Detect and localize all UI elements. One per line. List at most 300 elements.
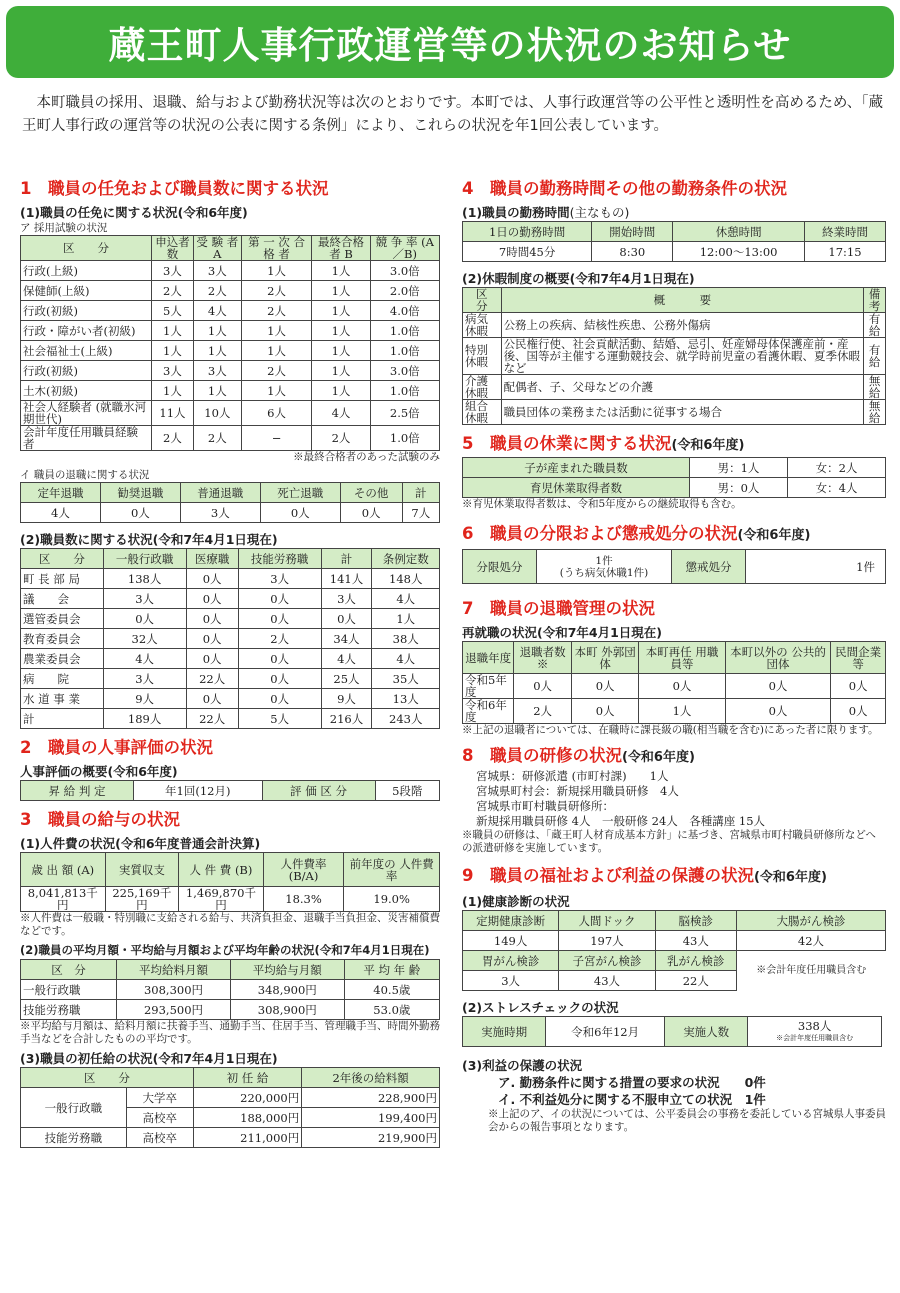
reemploy-note: ※上記の退職者については、在職時に課長級の職(相当職を含む)にあった者に限ります。 xyxy=(462,724,879,736)
s4-sub1-note: (主なもの) xyxy=(569,205,630,220)
exam-cell: 6人 xyxy=(241,401,312,426)
table-row xyxy=(463,674,886,699)
init-cell: 228,900円 xyxy=(302,1088,440,1108)
avg-table xyxy=(20,959,440,1020)
s3-sub3: (3)職員の初任給の状況(令和7年4月1日現在) xyxy=(20,1051,278,1066)
exam-cell: 1人 xyxy=(151,381,193,401)
reemploy-header: 民間企業等 xyxy=(831,642,886,674)
init-cell: 一般行政職 xyxy=(21,1088,127,1128)
s3-sub2: (2)職員の平均月額・平均給与月額および平均年齢の状況(令和7年4月1日現在) xyxy=(20,943,430,957)
cost-cell: 19.0% xyxy=(344,887,440,912)
exam-header: 区 分 xyxy=(21,236,152,261)
staff-cell: 22人 xyxy=(186,669,238,689)
exam-cell: 2人 xyxy=(241,281,312,301)
staff-cell: 選管委員会 xyxy=(21,609,104,629)
eval-cell: 5段階 xyxy=(375,781,439,801)
disc-cell: (うち病気休職1件) xyxy=(559,566,649,579)
staff-cell: 2人 xyxy=(238,629,321,649)
health-cell: 43人 xyxy=(559,971,655,991)
exam-cell: 1人 xyxy=(312,301,370,321)
table-row xyxy=(463,375,886,400)
disc-cell: 分限処分 xyxy=(463,550,537,584)
hours-header: 1日の勤務時間 xyxy=(463,222,592,242)
retire-header: その他 xyxy=(340,483,402,503)
leave-header: 区 分 xyxy=(463,288,502,313)
table-row xyxy=(21,589,440,609)
hours-cell: 7時間45分 xyxy=(463,242,592,262)
staff-cell: 計 xyxy=(21,709,104,729)
reemploy-header: 本町再任 用職員等 xyxy=(639,642,725,674)
staff-cell: 32人 xyxy=(103,629,186,649)
init-header: 区 分 xyxy=(21,1068,194,1088)
staff-cell: 農業委員会 xyxy=(21,649,104,669)
s9-sub1: (1)健康診断の状況 xyxy=(462,894,570,909)
cost-header: 人件費率 (B/A) xyxy=(263,853,344,887)
health-header: 定期健康診断 xyxy=(463,911,559,931)
table-row xyxy=(21,401,440,426)
exam-cell: 1人 xyxy=(312,321,370,341)
retire-cell: 4人 xyxy=(21,503,101,523)
s7-sub: 再就職の状況(令和7年4月1日現在) xyxy=(462,625,663,640)
reemploy-cell: 0人 xyxy=(572,674,639,699)
exam-header: 最終合格者 B xyxy=(312,236,370,261)
table-row xyxy=(21,341,440,361)
staff-cell: 4人 xyxy=(372,589,440,609)
section-2-title: 2 職員の人事評価の状況 xyxy=(20,738,213,757)
eval-cell: 評 価 区 分 xyxy=(262,781,375,801)
init-cell: 220,000円 xyxy=(193,1088,302,1108)
training-line: 宮城県町村会：新規採用職員研修 4人 xyxy=(476,784,679,798)
training-line: 宮城県：研修派遣 (市町村課) 1人 xyxy=(476,769,669,783)
exam-cell: 4人 xyxy=(194,301,242,321)
section-5-sub: (令和6年度) xyxy=(671,438,745,453)
table-row xyxy=(463,699,886,724)
protect-note: ※上記のア、イの状況については、公平委員会の事務を委託している宮城県人事委員会からの報告事項となります。 xyxy=(488,1108,886,1133)
table-row xyxy=(463,313,886,338)
reemploy-cell: 1人 xyxy=(639,699,725,724)
health-header: 脳検診 xyxy=(655,911,736,931)
staff-cell: 0人 xyxy=(186,689,238,709)
exam-cell: 会計年度任用職員経験者 xyxy=(21,426,152,451)
leave-cell: 病気休暇 xyxy=(463,313,502,338)
staff-cell: 4人 xyxy=(103,649,186,669)
health-cell: 3人 xyxy=(463,971,559,991)
childcare-cell: 子が産まれた職員数 xyxy=(463,458,690,478)
reemploy-cell: 令和5年度 xyxy=(463,674,514,699)
exam-cell: 3.0倍 xyxy=(370,361,439,381)
leave-cell: 職員団体の業務または活動に従事する場合 xyxy=(501,400,864,425)
leave-header: 概 要 xyxy=(501,288,864,313)
leave-cell: 有給 xyxy=(864,313,886,338)
cost-note: ※人件費は一般職・特別職に支給される給与、共済負担金、退職手当負担金、災害補償費などです。 xyxy=(20,912,440,937)
avg-cell: 40.5歳 xyxy=(344,980,439,1000)
exam-cell: 1人 xyxy=(312,341,370,361)
exam-cell: 保健師(上級) xyxy=(21,281,152,301)
staff-table xyxy=(20,548,440,729)
retire-cell: 0人 xyxy=(340,503,402,523)
avg-cell: 308,300円 xyxy=(117,980,231,1000)
staff-cell: 25人 xyxy=(321,669,372,689)
avg-header: 区 分 xyxy=(21,960,117,980)
exam-header: 競 争 率 (A／B) xyxy=(370,236,439,261)
exam-cell: 3.0倍 xyxy=(370,261,439,281)
table-row xyxy=(21,569,440,589)
s1-sub2: (2)職員数に関する状況(令和7年4月1日現在) xyxy=(20,532,278,547)
cost-header: 前年度の 人件費率 xyxy=(344,853,440,887)
staff-cell: 4人 xyxy=(372,649,440,669)
exam-cell: 1人 xyxy=(312,361,370,381)
staff-cell: 町 長 部 局 xyxy=(21,569,104,589)
stress-table xyxy=(462,1016,882,1047)
exam-cell: 1.0倍 xyxy=(370,381,439,401)
intro-text: 本町職員の採用、退職、給与および勤務状況等は次のとおりです。本町では、人事行政運営等の公平性と透明性を高めるため、「蔵王町人事行政の運営等の状況の公表に関する条例」により、これらの状況を年1回公表しています。 xyxy=(22,95,884,134)
s2-sub: 人事評価の概要(令和6年度) xyxy=(20,764,178,779)
stress-note: ※会計年度任用職員含む xyxy=(776,1033,854,1042)
hours-header: 終業時間 xyxy=(804,222,885,242)
staff-cell: 0人 xyxy=(186,589,238,609)
retire-header: 勧奨退職 xyxy=(100,483,180,503)
retire-header: 計 xyxy=(402,483,439,503)
exam-cell: 4人 xyxy=(312,401,370,426)
leave-cell: 介護休暇 xyxy=(463,375,502,400)
leave-cell: 無給 xyxy=(864,375,886,400)
staff-cell: 243人 xyxy=(372,709,440,729)
cost-table xyxy=(20,852,440,912)
section-8-title: 8 職員の研修の状況 xyxy=(462,746,622,765)
avg-cell: 348,900円 xyxy=(230,980,344,1000)
right-column xyxy=(462,170,886,1134)
health-note: ※会計年度任用職員含む xyxy=(756,964,867,976)
retire-header: 普通退職 xyxy=(180,483,260,503)
exam-cell: 1人 xyxy=(312,381,370,401)
exam-cell: 社会福祉士(上級) xyxy=(21,341,152,361)
retire-cell: 3人 xyxy=(180,503,260,523)
hours-header: 休憩時間 xyxy=(673,222,805,242)
staff-cell: 0人 xyxy=(186,609,238,629)
section-1-title: 1 職員の任免および職員数に関する状況 xyxy=(20,179,329,198)
section-9-sub: (令和6年度) xyxy=(753,870,827,885)
table-row xyxy=(21,609,440,629)
exam-cell: 行政(上級) xyxy=(21,261,152,281)
exam-cell: 1人 xyxy=(194,341,242,361)
health-cell: 42人 xyxy=(736,931,885,951)
staff-header: 区 分 xyxy=(21,549,104,569)
childcare-table xyxy=(462,457,886,498)
staff-header: 技能労務職 xyxy=(238,549,321,569)
avg-header: 平均給与月額 xyxy=(230,960,344,980)
health-cell: 149人 xyxy=(463,931,559,951)
staff-header: 一般行政職 xyxy=(103,549,186,569)
retire-cell: 0人 xyxy=(100,503,180,523)
s3-sub1: (1)人件費の状況(令和6年度普通会計決算) xyxy=(20,836,261,851)
exam-cell: 1人 xyxy=(194,381,242,401)
cost-header: 歳 出 額 (A) xyxy=(21,853,106,887)
exam-cell: 2人 xyxy=(194,281,242,301)
table-row xyxy=(21,980,440,1000)
retire-header: 死亡退職 xyxy=(260,483,340,503)
exam-cell: 社会人経験者 (就職氷河期世代) xyxy=(21,401,152,426)
staff-cell: 水 道 事 業 xyxy=(21,689,104,709)
init-header: 初 任 給 xyxy=(193,1068,302,1088)
exam-cell: 1人 xyxy=(312,281,370,301)
left-column xyxy=(20,170,440,1148)
s1-a-label: ア 採用試験の状況 xyxy=(20,222,108,234)
childcare-cell: 男：1人 xyxy=(690,458,788,478)
stress-cell: 338人 xyxy=(797,1018,832,1033)
reemploy-cell: 0人 xyxy=(639,674,725,699)
table-row xyxy=(463,478,886,498)
hours-cell: 12:00～13:00 xyxy=(673,242,805,262)
init-cell: 219,900円 xyxy=(302,1128,440,1148)
init-cell: 技能労務職 xyxy=(21,1128,127,1148)
reemploy-cell: 0人 xyxy=(831,699,886,724)
childcare-cell: 女：4人 xyxy=(788,478,886,498)
exam-cell: 土木(初級) xyxy=(21,381,152,401)
health-table xyxy=(462,910,886,991)
exam-cell: 2人 xyxy=(312,426,370,451)
health-header: 大腸がん検診 xyxy=(736,911,885,931)
exam-cell: 2人 xyxy=(151,281,193,301)
exam-cell: 1人 xyxy=(312,261,370,281)
avg-cell: 293,500円 xyxy=(117,1000,231,1020)
exam-cell: 1人 xyxy=(151,321,193,341)
leave-cell: 有給 xyxy=(864,338,886,375)
staff-cell: 病 院 xyxy=(21,669,104,689)
childcare-note: ※育児休業取得者数は、令和5年度からの継続取得も含む。 xyxy=(462,498,742,510)
exam-cell: 1.0倍 xyxy=(370,426,439,451)
staff-cell: 3人 xyxy=(238,569,321,589)
cost-header: 実質収支 xyxy=(105,853,179,887)
reemploy-cell: 0人 xyxy=(514,674,572,699)
exam-header: 第 一 次 合 格 者 xyxy=(241,236,312,261)
hours-header: 開始時間 xyxy=(592,222,673,242)
table-row xyxy=(21,1000,440,1020)
page-title: 蔵王町人事行政運営等の状況のお知らせ xyxy=(6,6,894,78)
childcare-cell: 女：2人 xyxy=(788,458,886,478)
staff-cell: 5人 xyxy=(238,709,321,729)
table-row xyxy=(21,629,440,649)
cost-cell: 18.3% xyxy=(263,887,344,912)
table-row xyxy=(21,669,440,689)
table-row xyxy=(463,458,886,478)
table-row xyxy=(21,381,440,401)
table-row xyxy=(21,426,440,451)
exam-cell: 2人 xyxy=(241,301,312,321)
avg-cell: 308,900円 xyxy=(230,1000,344,1020)
cost-cell: 8,041,813千円 xyxy=(21,887,106,912)
init-header: 2年後の給料額 xyxy=(302,1068,440,1088)
table-row xyxy=(21,709,440,729)
staff-cell: 0人 xyxy=(238,689,321,709)
cost-cell: 1,469,870千円 xyxy=(179,887,264,912)
childcare-cell: 育児休業取得者数 xyxy=(463,478,690,498)
table-row xyxy=(21,321,440,341)
reemploy-cell: 2人 xyxy=(514,699,572,724)
table-row xyxy=(463,400,886,425)
staff-cell: 0人 xyxy=(186,569,238,589)
leave-cell: 配偶者、子、父母などの介護 xyxy=(501,375,864,400)
reemploy-header: 退職者数 ※ xyxy=(514,642,572,674)
init-cell: 199,400円 xyxy=(302,1108,440,1128)
exam-cell: 1人 xyxy=(241,321,312,341)
leave-table xyxy=(462,287,886,425)
table-row xyxy=(21,301,440,321)
exam-header-row xyxy=(21,236,440,261)
section-4-title: 4 職員の勤務時間その他の勤務条件の状況 xyxy=(462,179,787,198)
exam-cell: 3人 xyxy=(151,261,193,281)
staff-cell: 38人 xyxy=(372,629,440,649)
init-table xyxy=(20,1067,440,1148)
cost-cell: 225,169千円 xyxy=(105,887,179,912)
exam-cell: 行政(初級) xyxy=(21,361,152,381)
eval-cell: 年1回(12月) xyxy=(134,781,262,801)
staff-cell: 35人 xyxy=(372,669,440,689)
exam-table xyxy=(20,235,440,451)
staff-cell: 1人 xyxy=(372,609,440,629)
avg-cell: 53.0歳 xyxy=(344,1000,439,1020)
exam-cell: 3人 xyxy=(194,361,242,381)
leave-cell: 特別休暇 xyxy=(463,338,502,375)
exam-cell: 4.0倍 xyxy=(370,301,439,321)
exam-cell: − xyxy=(241,426,312,451)
staff-cell: 189人 xyxy=(103,709,186,729)
health-cell: 197人 xyxy=(559,931,655,951)
training-line: 宮城県市町村職員研修所： xyxy=(476,799,614,813)
exam-cell: 1人 xyxy=(151,341,193,361)
s1-sub1: (1)職員の任免に関する状況(令和6年度) xyxy=(20,205,248,220)
reemploy-cell: 0人 xyxy=(725,674,831,699)
exam-cell: 2人 xyxy=(151,426,193,451)
exam-cell: 1人 xyxy=(241,341,312,361)
exam-cell: 2.5倍 xyxy=(370,401,439,426)
reemploy-cell: 0人 xyxy=(831,674,886,699)
disc-cell: 懲戒処分 xyxy=(672,550,746,584)
retire-table xyxy=(20,482,440,523)
exam-cell: 1.0倍 xyxy=(370,321,439,341)
exam-cell: 1.0倍 xyxy=(370,341,439,361)
staff-cell: 9人 xyxy=(321,689,372,709)
staff-cell: 0人 xyxy=(186,649,238,669)
staff-cell: 148人 xyxy=(372,569,440,589)
table-row xyxy=(463,338,886,375)
leave-cell: 無給 xyxy=(864,400,886,425)
staff-cell: 9人 xyxy=(103,689,186,709)
exam-cell: 1人 xyxy=(194,321,242,341)
reemploy-header: 退職年度 xyxy=(463,642,514,674)
disc-cell: 1件 xyxy=(595,554,613,567)
exam-cell: 1人 xyxy=(241,381,312,401)
stress-cell: 実施時期 xyxy=(463,1017,546,1047)
section-7-title: 7 職員の退職管理の状況 xyxy=(462,599,655,618)
exam-cell: 5人 xyxy=(151,301,193,321)
leave-header: 備考 xyxy=(864,288,886,313)
staff-cell: 0人 xyxy=(238,609,321,629)
leave-cell: 公民権行使、社会貢献活動、結婚、忌引、妊産婦母体保護産前・産後、国等が主催する運動競技会、就学時前児童の看護休暇、夏季休暇など xyxy=(501,338,864,375)
init-cell: 大学卒 xyxy=(126,1088,193,1108)
staff-cell: 0人 xyxy=(238,589,321,609)
leave-cell: 組合休暇 xyxy=(463,400,502,425)
training-note: ※職員の研修は、「蔵王町人材育成基本方針」に基づき、宮城県市町村職員研修所などへの派遣研修を実施しています。 xyxy=(462,829,876,854)
s1-i-label: イ 職員の退職に関する状況 xyxy=(20,469,150,481)
s4-sub1: (1)職員の勤務時間 xyxy=(462,205,570,220)
avg-note: ※平均給与月額は、給料月額に扶養手当、通勤手当、住居手当、管理職手当、時間外勤務手当などを合計したものの平均です。 xyxy=(20,1020,440,1045)
training-list xyxy=(462,769,886,829)
childcare-cell: 男：0人 xyxy=(690,478,788,498)
staff-cell: 3人 xyxy=(321,589,372,609)
staff-cell: 教育委員会 xyxy=(21,629,104,649)
staff-cell: 0人 xyxy=(238,669,321,689)
stress-cell: 令和6年12月 xyxy=(546,1017,665,1047)
table-row xyxy=(21,361,440,381)
init-cell: 高校卒 xyxy=(126,1108,193,1128)
s4-sub2: (2)休暇制度の概要(令和7年4月1日現在) xyxy=(462,271,695,286)
health-header: 胃がん検診 xyxy=(463,951,559,971)
protect-line: イ. 不利益処分に関する不服申立ての状況 1件 xyxy=(498,1092,766,1107)
protect-line: ア. 勤務条件に関する措置の要求の状況 0件 xyxy=(498,1075,766,1090)
staff-header: 条例定数 xyxy=(372,549,440,569)
table-row xyxy=(21,281,440,301)
s9-sub3: (3)利益の保護の状況 xyxy=(462,1058,583,1073)
section-9-title: 9 職員の福祉および利益の保護の状況 xyxy=(462,866,754,885)
s9-sub2: (2)ストレスチェックの状況 xyxy=(462,1000,619,1015)
exam-cell: 3人 xyxy=(151,361,193,381)
exam-cell: 行政・障がい者(初級) xyxy=(21,321,152,341)
exam-cell: 2.0倍 xyxy=(370,281,439,301)
staff-cell: 4人 xyxy=(321,649,372,669)
exam-note: ※最終合格者のあった試験のみ xyxy=(293,451,440,463)
reemploy-header: 本町 外郭団体 xyxy=(572,642,639,674)
reemploy-table xyxy=(462,641,886,724)
table-row xyxy=(21,649,440,669)
exam-header: 申込者数 xyxy=(151,236,193,261)
retire-header: 定年退職 xyxy=(21,483,101,503)
health-cell: 43人 xyxy=(655,931,736,951)
training-line: 新規採用職員研修 4人 一般研修 24人 各種講座 15人 xyxy=(476,814,766,828)
section-3-title: 3 職員の給与の状況 xyxy=(20,810,180,829)
retire-cell: 7人 xyxy=(402,503,439,523)
stress-cell: 実施人数 xyxy=(665,1017,748,1047)
leave-cell: 公務上の疾病、結核性疾患、公務外傷病 xyxy=(501,313,864,338)
staff-cell: 3人 xyxy=(103,589,186,609)
section-6-sub: (令和6年度) xyxy=(737,528,811,543)
staff-cell: 22人 xyxy=(186,709,238,729)
exam-header: 受 験 者 A xyxy=(194,236,242,261)
exam-cell: 1人 xyxy=(241,261,312,281)
table-row xyxy=(21,261,440,281)
staff-cell: 138人 xyxy=(103,569,186,589)
health-cell: 22人 xyxy=(655,971,736,991)
hours-table xyxy=(462,221,886,262)
avg-cell: 技能労務職 xyxy=(21,1000,117,1020)
staff-cell: 216人 xyxy=(321,709,372,729)
exam-cell: 行政(初級) xyxy=(21,301,152,321)
staff-header: 計 xyxy=(321,549,372,569)
reemploy-header: 本町以外の 公共的団体 xyxy=(725,642,831,674)
avg-header: 平 均 年 齢 xyxy=(344,960,439,980)
exam-cell: 2人 xyxy=(241,361,312,381)
staff-cell: 13人 xyxy=(372,689,440,709)
reemploy-cell: 令和6年度 xyxy=(463,699,514,724)
section-6-title: 6 職員の分限および懲戒処分の状況 xyxy=(462,524,738,543)
reemploy-cell: 0人 xyxy=(572,699,639,724)
discipline-table xyxy=(462,549,886,584)
hours-cell: 17:15 xyxy=(804,242,885,262)
eval-cell: 昇 給 判 定 xyxy=(21,781,134,801)
hours-cell: 8:30 xyxy=(592,242,673,262)
cost-header: 人 件 費 (B) xyxy=(179,853,264,887)
exam-cell: 11人 xyxy=(151,401,193,426)
init-cell: 高校卒 xyxy=(126,1128,193,1148)
